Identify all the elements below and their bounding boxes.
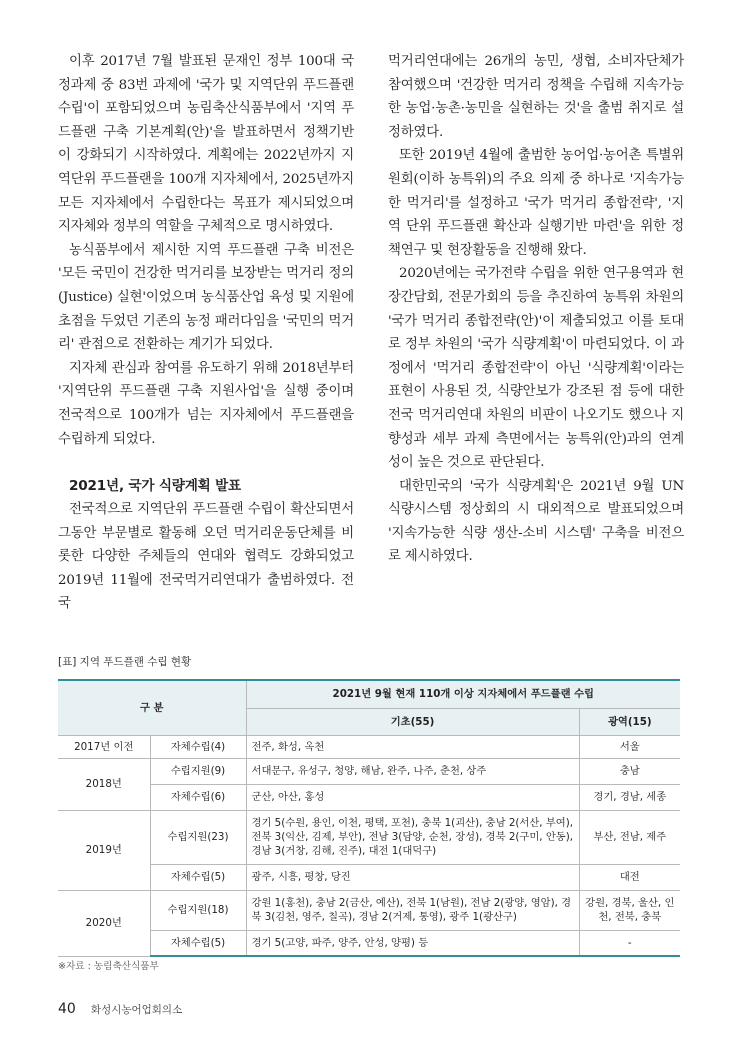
basic-cell: 경기 5(수원, 용인, 이천, 평택, 포천), 충북 1(괴산), 충남 2(서산, 부여), 전북 3(익산, 김제, 부안), 전남 3(담양, 순천, 장성), 경북 2(구미, 안동), 경남 3(거창, 김해, 진주), 대전 1(대덕구) [246, 810, 579, 864]
header-category: 구 분 [58, 680, 246, 735]
type-cell: 수립지원(18) [150, 890, 246, 930]
body-paragraph: 2020년에는 국가전략 수립을 위한 연구용역과 현장간담회, 전문가회의 등을 추진하여 농특위 차원의 '국가 먹거리 종합전략(안)'이 제출되었고 이를 토대로 정부 차원의 '국가 식량계획'이 마련되었다. 이 과정에서 '먹거리 종합전략'이 아닌 '식량계획'이라는 표현이 사용된 것, 식량안보가 강조된 점 등에 대한 전국 먹거리연대 차원의 비판이 나오기도 했으나 지향성과 세부 과제 측면에서는 농특위(안)과의 연계성이 높은 것으로 판단된다. [388, 266, 684, 471]
basic-cell: 광주, 시흥, 평창, 당진 [246, 864, 579, 890]
type-cell: 자체수립(4) [150, 735, 246, 758]
table-row [58, 784, 680, 810]
body-paragraph: 지자체 관심과 참여를 유도하기 위해 2018년부터 '지역단위 푸드플랜 구축 지원사업'을 실행 중이며 전국적으로 100개가 넘는 지자체에서 푸드플랜을 수립하게 되었다. [58, 360, 354, 447]
type-cell: 자체수립(5) [150, 864, 246, 890]
section-heading: 2021년, 국가 식량계획 발표 [69, 478, 241, 495]
publication-name: 화성시농어업회의소 [90, 1004, 183, 1016]
header-regional: 광역(15) [579, 708, 680, 735]
food-plan-status-table [58, 679, 680, 957]
basic-cell: 경기 5(고양, 파주, 양주, 안성, 양평) 등 [246, 930, 579, 956]
header-basic: 기초(55) [246, 708, 579, 735]
body-paragraph: 농식품부에서 제시한 지역 푸드플랜 구축 비전은 '모든 국민이 건강한 먹거리를 보장받는 먹거리 정의(Justice) 실현'이었으며 농식품산업 육성 및 지원에 초점을 두었던 기존의 농정 패러다임을 '국민의 먹거리' 관점으로 전환하는 계기가 되었다. [58, 242, 354, 353]
page-footer [58, 998, 182, 1017]
regional-cell: 충남 [579, 758, 680, 784]
table-row [58, 758, 680, 784]
type-cell: 수립지원(9) [150, 758, 246, 784]
header-top: 2021년 9월 현재 110개 이상 지자체에서 푸드플랜 수립 [246, 680, 680, 708]
type-cell: 자체수립(5) [150, 930, 246, 956]
body-paragraph-continued: 먹거리연대에는 26개의 농민, 생협, 소비자단체가 참여했으며 '건강한 먹거리 정책을 수립해 지속가능한 농업·농촌·농민을 실현하는 것'을 출범 취지로 설정하였다. [388, 54, 684, 140]
body-paragraph: 대한민국의 '국가 식량계획'은 2021년 9월 UN 식량시스템 정상회의 시 대외적으로 발표되었으며 '지속가능한 식량 생산-소비 시스템' 구축을 비전으로 제시하였다. [388, 478, 684, 565]
page-number: 40 [58, 1001, 76, 1017]
year-cell: 2019년 [58, 810, 150, 890]
body-paragraph: 또한 2019년 4월에 출범한 농어업·농어촌 특별위원회(이하 농특위)의 주요 의제 중 하나로 '지속가능한 먹거리'를 설정하고 '국가 먹거리 종합전략', '지역 단위 푸드플랜 확산과 실행기반 마련'을 위한 정책연구 및 현장활동을 진행해 왔다. [388, 148, 684, 258]
right-text-column [388, 50, 684, 569]
regional-cell: - [579, 930, 680, 956]
basic-cell: 강원 1(홍천), 충남 2(금산, 예산), 전북 1(남원), 전남 2(광양, 영암), 경북 3(김천, 영주, 칠곡), 경남 2(거제, 통영), 광주 1(광산구) [246, 890, 579, 930]
year-cell: 2017년 이전 [58, 735, 150, 758]
regional-cell: 경기, 경남, 세종 [579, 784, 680, 810]
body-paragraph: 전국적으로 지역단위 푸드플랜 수립이 확산되면서 그동안 부문별로 활동해 오던 먹거리운동단체를 비롯한 다양한 주체들의 연대와 협력도 강화되었고 2019년 11월에 전국먹거리연대가 출범하였다. 전국 [58, 502, 354, 612]
body-paragraph: 이후 2017년 7월 발표된 문재인 정부 100대 국정과제 중 83번 과제에 '국가 및 지역단위 푸드플랜 수립'이 포함되었으며 농림축산식품부에서 '지역 푸드플랜 구축 기본계획(안)'을 발표하면서 정책기반이 강화되기 시작하였다. 계획에는 2022년까지 지역단위 푸드플랜을 100개 지자체에서, 2025년까지 모든 지자체에서 수립한다는 목표가 제시되었으며 지자체와 정부의 역할을 구체적으로 명시하였다. [58, 54, 354, 235]
table-source-note: ※자료 : 농림축산식품부 [58, 961, 159, 972]
table-row [58, 930, 680, 956]
regional-cell: 부산, 전남, 제주 [579, 810, 680, 864]
table-caption: [표] 지역 푸드플랜 수립 현황 [58, 656, 192, 668]
basic-cell: 서대문구, 유성구, 청양, 해남, 완주, 나주, 춘천, 상주 [246, 758, 579, 784]
basic-cell: 전주, 화성, 옥천 [246, 735, 579, 758]
table-row [58, 810, 680, 864]
table-row [58, 864, 680, 890]
basic-cell: 군산, 아산, 홍성 [246, 784, 579, 810]
type-cell: 수립지원(23) [150, 810, 246, 864]
regional-cell: 서울 [579, 735, 680, 758]
regional-cell: 강원, 경북, 울산, 인천, 전북, 충북 [579, 890, 680, 930]
year-cell: 2020년 [58, 890, 150, 956]
left-text-column [58, 50, 354, 616]
year-cell: 2018년 [58, 758, 150, 810]
regional-cell: 대전 [579, 864, 680, 890]
table-row [58, 735, 680, 758]
type-cell: 자체수립(6) [150, 784, 246, 810]
table-row [58, 890, 680, 930]
